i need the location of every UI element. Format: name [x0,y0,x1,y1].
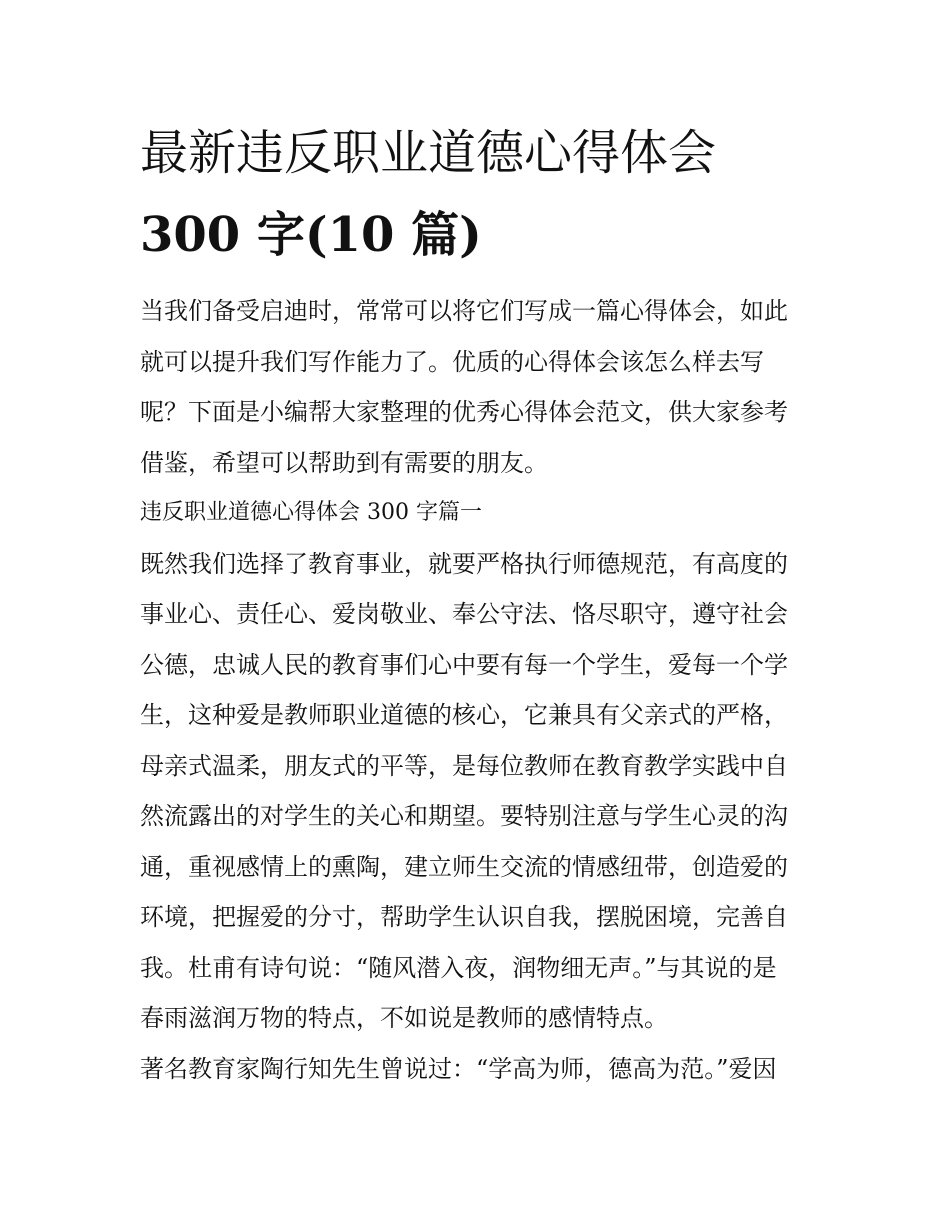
intro-paragraph: 当我们备受启迪时，常常可以将它们写成一篇心得体会，如此 就可以提升我们写作能力了。优质的心得体会该怎么样去写 呢？下面是小编帮大家整理的优秀心得体会范文，供大家参考 借鉴，希望可以帮助到有需要的朋友。 [140,297,788,477]
title-line-1: 最新违反职业道德心得体会 [140,125,717,181]
section-heading: 违反职业道德心得体会 300 字篇一 [140,500,482,525]
body-paragraph-2: 著名教育家陶行知先生曾说过：“学高为师，德高为范。”爱因 [140,1054,777,1083]
document-title [140,112,820,276]
body-paragraph-1: 既然我们选择了教育事业，就要严格执行师德规范，有高度的 事业心、责任心、爱岗敬业、奉公守法、恪尽职守，遵守社会 公德，忠诚人民的教育事们心中要有每一个学生，爱每一个学 生，这种爱是教师职业道德的核心，它兼具有父亲式的严格， 母亲式温柔，朋友式的平等，是每位教师在教育教学实践中自 然流露出的对学生的关心和期望。要特别注意与学生心灵的沟 通，重视感情上的熏陶，建立师生交流的情感纽带，创造爱的 环境，把握爱的分寸，帮助学生认识自我，摆脱困境，完善自 我。杜甫有诗句说：“随风潜入夜，润物细无声。”与其说的是 春雨滋润万物的特点，不如说是教师的感情特点。 [140,549,788,1032]
title-line-2: 300 字(10 篇) [140,207,482,263]
document-page [140,112,820,1094]
document-body [140,286,820,1094]
